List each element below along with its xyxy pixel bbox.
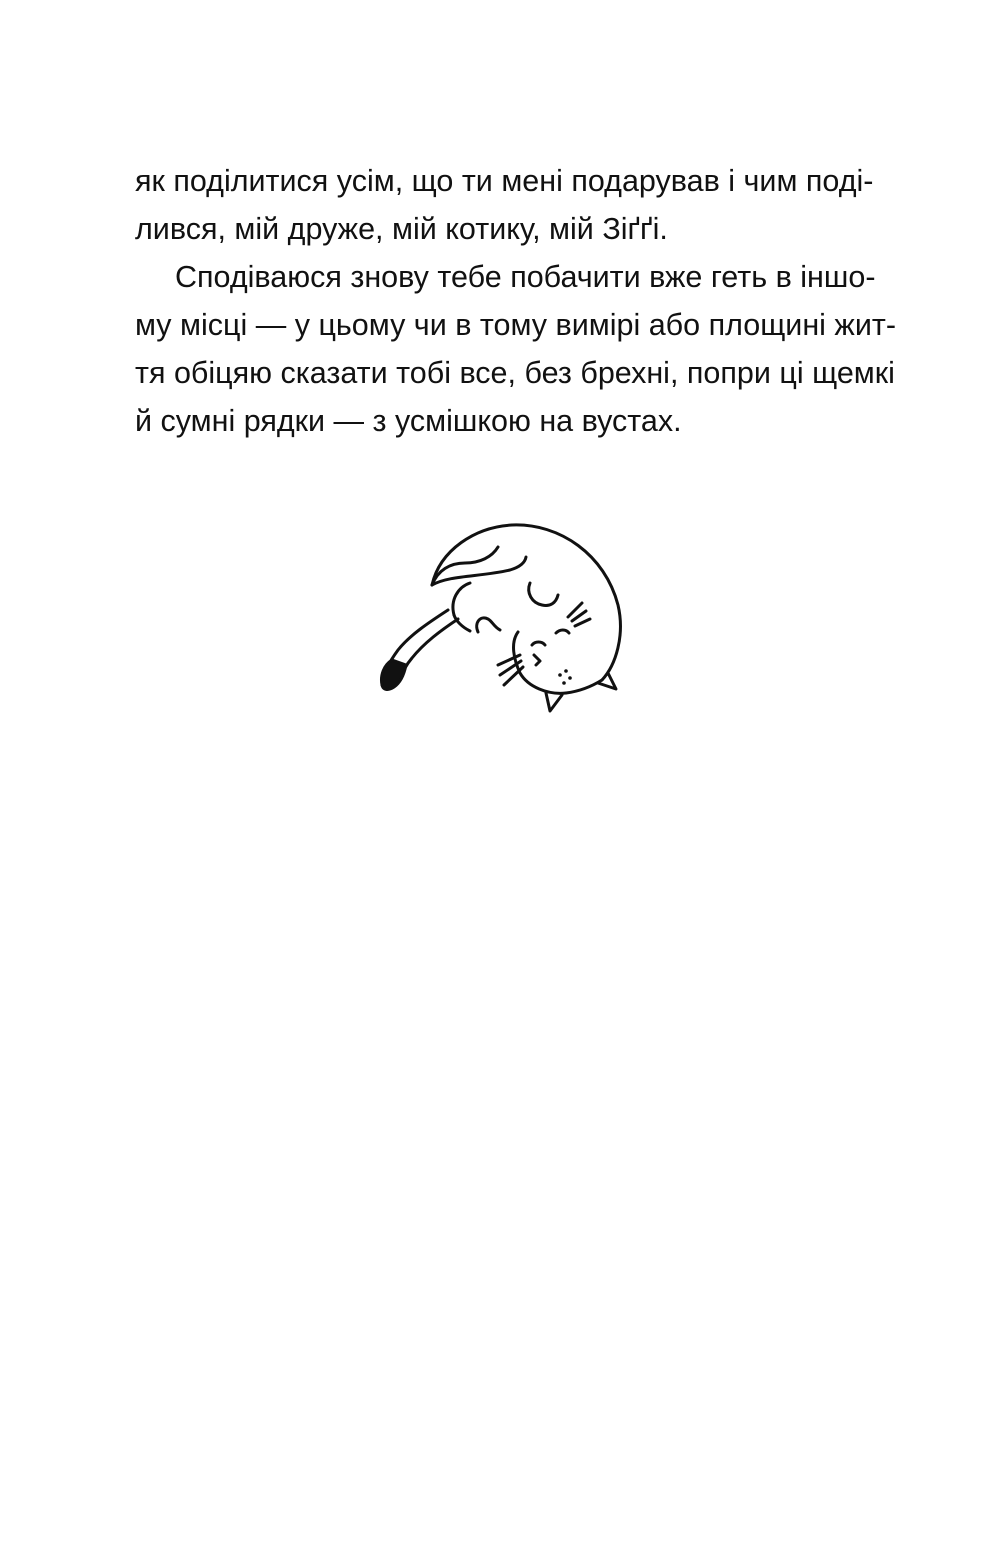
paragraph-1 (135, 157, 874, 253)
body-text (135, 157, 896, 445)
text-line: й сумні рядки — з усмішкою на вустах. (135, 404, 682, 438)
text-line: як поділитися усім, що ти мені подарував і чим поді- (135, 164, 874, 198)
sleeping-cat-icon (370, 515, 630, 720)
text-line: Сподіваюся знову тебе побачити вже геть в іншо- (175, 260, 876, 294)
text-line: лився, мій друже, мій котику, мій Зіґґі. (135, 212, 668, 246)
paragraph-2 (135, 253, 896, 445)
text-line: тя обіцяю сказати тобі все, без брехні, попри ці щемкі (135, 356, 895, 390)
text-line: му місці — у цьому чи в тому вимірі або площині жит- (135, 308, 896, 342)
